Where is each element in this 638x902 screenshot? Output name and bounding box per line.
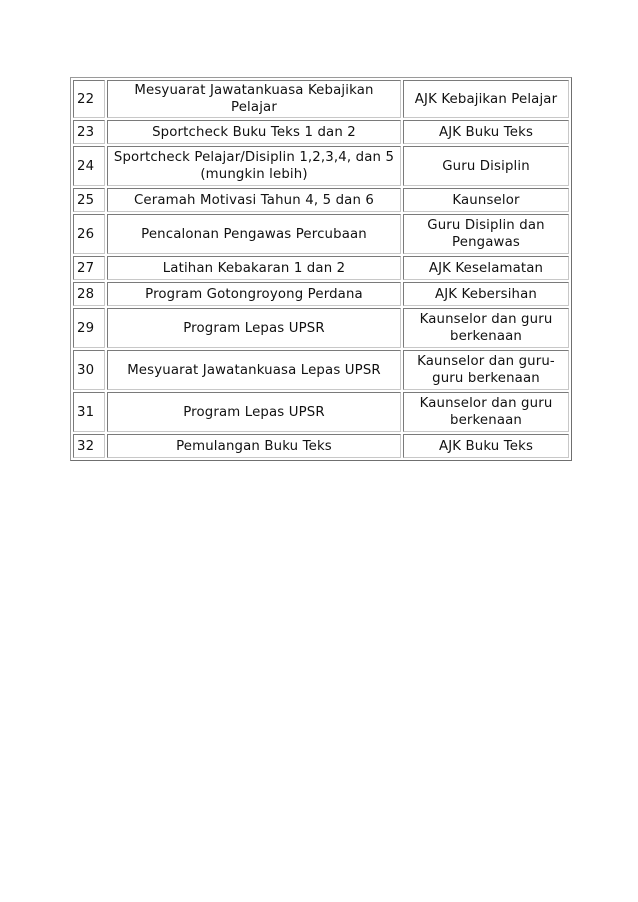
- row-number: 24: [73, 146, 105, 186]
- activity-cell: Mesyuarat Jawatankuasa Lepas UPSR: [107, 350, 401, 390]
- table-row: [73, 282, 569, 306]
- activity-cell: Pencalonan Pengawas Percubaan: [107, 214, 401, 254]
- person-in-charge-cell: Kaunselor dan guru berkenaan: [403, 308, 569, 348]
- row-number: 26: [73, 214, 105, 254]
- person-in-charge-cell: AJK Kebajikan Pelajar: [403, 80, 569, 118]
- row-number: 27: [73, 256, 105, 280]
- row-number: 22: [73, 80, 105, 118]
- row-number: 31: [73, 392, 105, 432]
- person-in-charge-cell: AJK Kebersihan: [403, 282, 569, 306]
- person-in-charge-cell: Kaunselor dan guru berkenaan: [403, 392, 569, 432]
- row-number: 29: [73, 308, 105, 348]
- row-number: 25: [73, 188, 105, 212]
- table-row: [73, 434, 569, 458]
- person-in-charge-cell: Kaunselor: [403, 188, 569, 212]
- activity-table-body: [73, 80, 569, 458]
- person-in-charge-cell: Guru Disiplin dan Pengawas: [403, 214, 569, 254]
- activity-cell: Sportcheck Pelajar/Disiplin 1,2,3,4, dan 5 (mungkin lebih): [107, 146, 401, 186]
- table-row: [73, 188, 569, 212]
- activity-cell: Sportcheck Buku Teks 1 dan 2: [107, 120, 401, 144]
- table-row: [73, 214, 569, 254]
- activity-cell: Latihan Kebakaran 1 dan 2: [107, 256, 401, 280]
- activity-cell: Ceramah Motivasi Tahun 4, 5 dan 6: [107, 188, 401, 212]
- table-row: [73, 308, 569, 348]
- activity-table: [70, 77, 572, 461]
- activity-cell: Program Gotongroyong Perdana: [107, 282, 401, 306]
- table-row: [73, 120, 569, 144]
- row-number: 28: [73, 282, 105, 306]
- person-in-charge-cell: AJK Buku Teks: [403, 120, 569, 144]
- row-number: 23: [73, 120, 105, 144]
- activity-cell: Mesyuarat Jawatankuasa Kebajikan Pelajar: [107, 80, 401, 118]
- row-number: 32: [73, 434, 105, 458]
- table-row: [73, 80, 569, 118]
- person-in-charge-cell: Guru Disiplin: [403, 146, 569, 186]
- table-row: [73, 146, 569, 186]
- row-number: 30: [73, 350, 105, 390]
- activity-cell: Pemulangan Buku Teks: [107, 434, 401, 458]
- table-row: [73, 350, 569, 390]
- table-row: [73, 392, 569, 432]
- person-in-charge-cell: Kaunselor dan guru-guru berkenaan: [403, 350, 569, 390]
- activity-cell: Program Lepas UPSR: [107, 392, 401, 432]
- table-row: [73, 256, 569, 280]
- person-in-charge-cell: AJK Buku Teks: [403, 434, 569, 458]
- person-in-charge-cell: AJK Keselamatan: [403, 256, 569, 280]
- activity-cell: Program Lepas UPSR: [107, 308, 401, 348]
